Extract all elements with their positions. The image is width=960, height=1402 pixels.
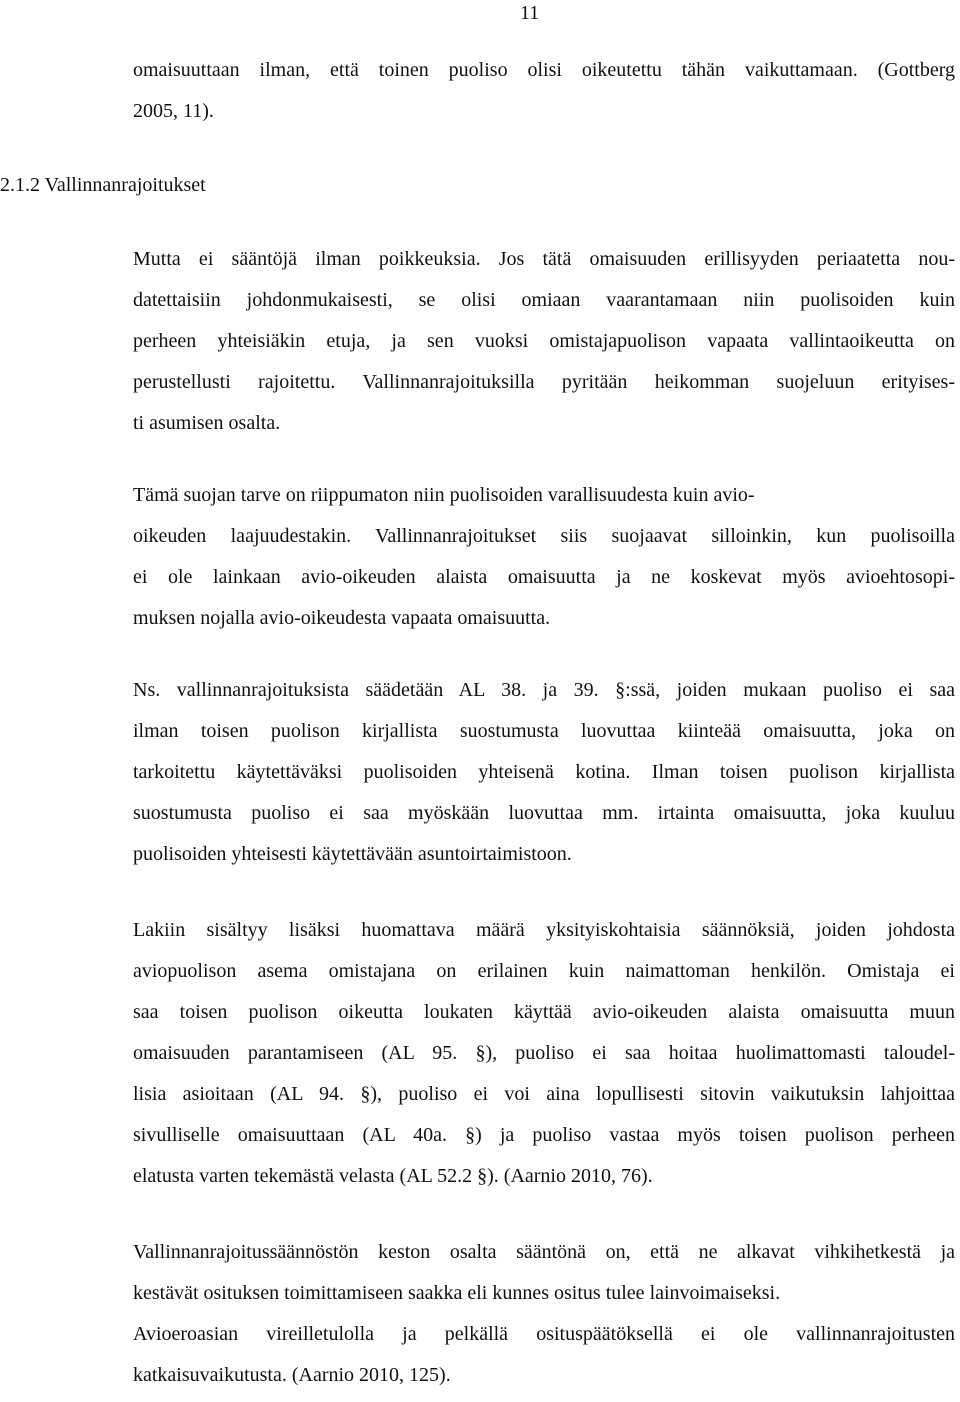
text-line: kestävät osituksen toimittamiseen saakka eli kunnes ositus tulee lainvoimaiseksi. [133,1282,781,1304]
text-line: Mutta ei sääntöjä ilman poikkeuksia. Jos tätä omaisuuden erillisyyden periaatetta nou- [133,248,955,270]
text-line: oikeuden laajuudestakin. Vallinnanrajoitukset siis suojaavat silloinkin, kun puolisoilla [133,525,955,547]
text-line: saa toisen puolison oikeutta loukaten käyttää avio-oikeuden alaista omaisuutta muun [133,1001,955,1023]
text-line: perustellusti rajoitettu. Vallinnanrajoituksilla pyritään heikomman suojeluun erityises- [133,371,955,393]
text-line: 2005, 11). [133,100,214,122]
text-line: ei ole lainkaan avio-oikeuden alaista omaisuutta ja ne koskevat myös avioehtosopi- [133,566,955,588]
text-line: Avioeroasian vireilletulolla ja pelkällä osituspäätöksellä ei ole vallinnanrajoitusten [133,1323,955,1345]
page-number: 11 [520,2,540,24]
paragraph [133,239,955,444]
text-line: aviopuolison asema omistajana on erilainen kuin naimattoman henkilön. Omistaja ei [133,960,955,982]
text-line: Ns. vallinnanrajoituksista säädetään AL 38. ja 39. §:ssä, joiden mukaan puoliso ei saa [133,679,955,701]
text-line: muksen nojalla avio-oikeudesta vapaata omaisuutta. [133,607,551,629]
paragraph [133,1232,955,1396]
text-line: Lakiin sisältyy lisäksi huomattava määrä yksityiskohtaisia säännöksiä, joiden johdosta [133,919,955,941]
paragraph [133,475,955,639]
text-line: datettaisiin johdonmukaisesti, se olisi omiaan vaarantamaan niin puolisoiden kuin [133,289,955,311]
text-line: omaisuuttaan ilman, että toinen puoliso olisi oikeutettu tähän vaikuttamaan. (Gottberg [133,59,955,81]
text-line: elatusta varten tekemästä velasta (AL 52.2 §). (Aarnio 2010, 76). [133,1165,653,1187]
text-line: omaisuuden parantamiseen (AL 95. §), puoliso ei saa hoitaa huolimattomasti taloudel- [133,1042,955,1064]
paragraph [133,670,955,875]
page-body [0,50,955,1396]
text-line: katkaisuvaikutusta. (Aarnio 2010, 125). [133,1364,451,1386]
text-line: ti asumisen osalta. [133,412,281,434]
text-line: suostumusta puoliso ei saa myöskään luovuttaa mm. irtainta omaisuutta, joka kuuluu [133,802,955,824]
paragraph [133,910,955,1197]
text-line: Vallinnanrajoitussäännöstön keston osalta sääntönä on, että ne alkavat vihkihetkestä ja [133,1241,955,1263]
section-heading: 2.1.2 Vallinnanrajoitukset [0,174,206,196]
text-line: puolisoiden yhteisesti käytettävään asuntoirtaimistoon. [133,843,572,865]
paragraph [133,50,955,132]
text-line: Tämä suojan tarve on riippumaton niin puolisoiden varallisuudesta kuin avio- [133,484,755,506]
text-line: tarkoitettu käytettäväksi puolisoiden yhteisenä kotina. Ilman toisen puolison kirjallista [133,761,955,783]
text-line: ilman toisen puolison kirjallista suostumusta luovuttaa kiinteää omaisuutta, joka on [133,720,955,742]
text-line: perheen yhteisiäkin etuja, ja sen vuoksi omistajapuolison vapaata vallintaoikeutta on [133,330,955,352]
text-line: lisia asioitaan (AL 94. §), puoliso ei voi aina lopullisesti sitovin vaikutuksin lahjoittaa [133,1083,955,1105]
text-line: sivulliselle omaisuuttaan (AL 40a. §) ja puoliso vastaa myös toisen puolison perheen [133,1124,955,1146]
